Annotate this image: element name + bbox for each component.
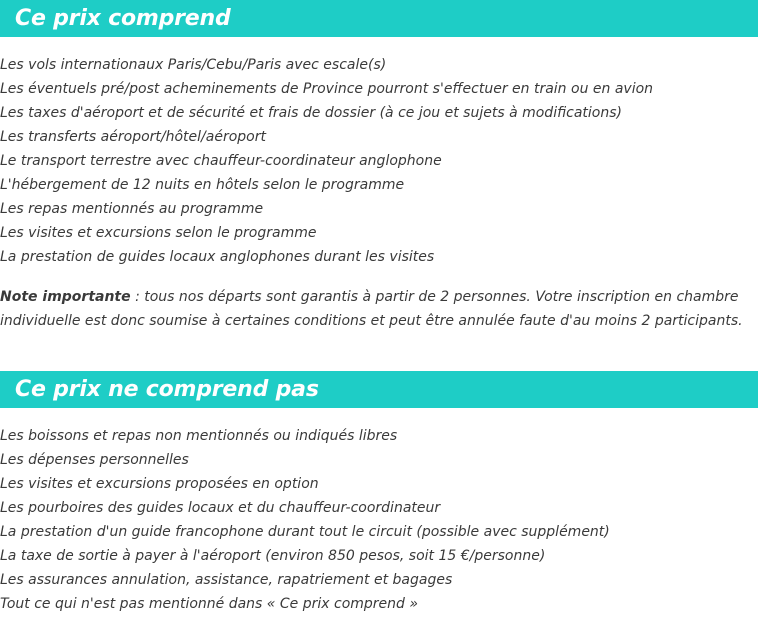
excluded-list-item: Les visites et excursions proposées en option [0, 476, 319, 492]
excluded-list-item: Les assurances annulation, assistance, rapatriement et bagages [0, 572, 453, 588]
included-title: Ce prix comprend [15, 6, 231, 31]
included-list-item: Le transport terrestre avec chauffeur-coordinateur anglophone [0, 153, 442, 169]
included-header [0, 0, 758, 37]
excluded-section [0, 371, 758, 616]
excluded-list-item: Les dépenses personnelles [0, 452, 189, 468]
important-note [0, 285, 752, 333]
excluded-list [0, 424, 758, 616]
included-list-item: Les taxes d'aéroport et de sécurité et frais de dossier (à ce jou et sujets à modifications) [0, 105, 622, 121]
note-label: Note importante [0, 289, 131, 305]
included-list-item: La prestation de guides locaux anglophones durant les visites [0, 249, 435, 265]
excluded-list-item: Les pourboires des guides locaux et du chauffeur-coordinateur [0, 500, 441, 516]
excluded-title: Ce prix ne comprend pas [15, 377, 319, 402]
excluded-list-item: La taxe de sortie à payer à l'aéroport (environ 850 pesos, soit 15 €/personne) [0, 548, 546, 564]
included-list-item: Les repas mentionnés au programme [0, 201, 264, 217]
included-list [0, 53, 758, 269]
excluded-list-item: Tout ce qui n'est pas mentionné dans « Ce prix comprend » [0, 596, 419, 612]
included-list-item: Les visites et excursions selon le programme [0, 225, 317, 241]
included-list-item: Les éventuels pré/post acheminements de Province pourront s'effectuer en train ou en avion [0, 81, 654, 97]
excluded-list-item: Les boissons et repas non mentionnés ou indiqués libres [0, 428, 398, 444]
included-list-item: Les transferts aéroport/hôtel/aéroport [0, 129, 266, 145]
excluded-list-item: La prestation d'un guide francophone durant tout le circuit (possible avec supplément) [0, 524, 610, 540]
included-list-item: L'hébergement de 12 nuits en hôtels selon le programme [0, 177, 405, 193]
note-text: : tous nos départs sont garantis à partir de 2 personnes. Votre inscription en chambre individuelle est donc soumise à certaines conditions et peut être annulée faute d'au moins 2 participants. [0, 289, 743, 329]
included-list-item: Les vols internationaux Paris/Cebu/Paris avec escale(s) [0, 57, 387, 73]
excluded-header [0, 371, 758, 408]
